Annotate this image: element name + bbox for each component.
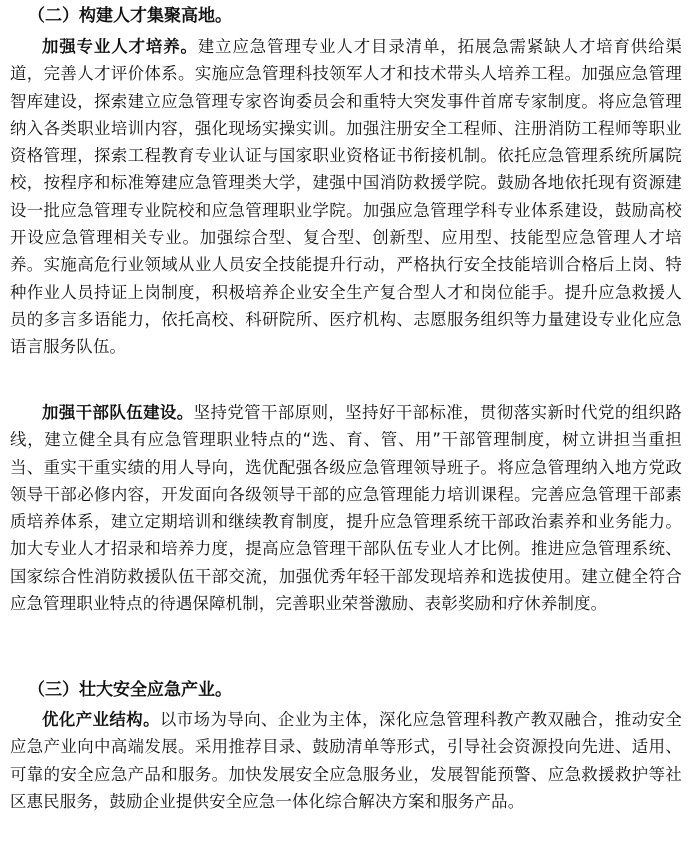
paragraph-lead-professional-talent: 加强专业人才培养。 (42, 37, 198, 56)
paragraph-lead-industry-structure: 优化产业结构。 (42, 710, 160, 729)
paragraph-professional-talent (10, 33, 682, 361)
paragraph-body-industry-structure: 以市场为导向、企业为主体，深化应急管理科教产教双融合，推动安全应急产业向中高端发展。采用推荐目录、鼓励清单等形式，引导社会资源投向先进、适用、可靠的安全应急产品和服务。加快发展安全应急服务业，发展智能预警、应急救援救护等社区惠民服务，鼓励企业提供安全应急一体化综合解决方案和服务产品。 (10, 710, 683, 811)
paragraph-lead-cadre-team: 加强干部队伍建设。 (42, 403, 194, 422)
paragraph-body-professional-talent: 建立应急管理专业人才目录清单，拓展急需紧缺人才培育供给渠道，完善人才评价体系。实施应急管理科技领军人才和技术带头人培养工程。加强应急管理智库建设，探索建立应急管理专家咨询委员会和重特大突发事件首席专家制度。将应急管理纳入各类职业培训内容，强化现场实操实训。加强注册安全工程师、注册消防工程师等职业资格管理，探索工程教育专业认证与国家职业资格证书衔接机制。依托应急管理系统所属院校，按程序和标准筹建应急管理类大学，建强中国消防救援学院。鼓励各地依托现有资源建设一批应急管理专业院校和应急管理职业学院。加强应急管理学科专业体系建设，鼓励高校开设应急管理相关专业。加强综合型、复合型、创新型、应用型、技能型应急管理人才培养。实施高危行业领域从业人员安全技能提升行动，严格执行安全技能培训合格后上岗、特种作业人员持证上岗制度，积极培养企业安全生产复合型人才和岗位能手。提升应急救援人员的多言多语能力，依托高校、科研院所、医疗机构、志愿服务组织等力量建设专业化应急语言服务队伍。 (10, 37, 682, 357)
paragraph-cadre-team (10, 399, 682, 617)
paragraph-industry-structure (10, 706, 682, 815)
section-heading-talent: （二）构建人才集聚高地。 (28, 6, 232, 26)
section-heading-industry: （三）壮大安全应急产业。 (28, 680, 232, 700)
paragraph-body-cadre-team: 坚持党管干部原则，坚持好干部标准，贯彻落实新时代党的组织路线，建立健全具有应急管理职业特点的“选、育、管、用”干部管理制度，树立讲担当重担当、重实干重实绩的用人导向，选优配强各级应急管理领导班子。将应急管理纳入地方党政领导干部必修内容，开发面向各级领导干部的应急管理能力培训课程。完善应急管理干部素质培养体系，建立定期培训和继续教育制度，提升应急管理系统干部政治素养和业务能力。加大专业人才招录和培养力度，提高应急管理干部队伍专业人才比例。推进应急管理系统、国家综合性消防救援队伍干部交流，加强优秀年轻干部发现培养和选拔使用。建立健全符合应急管理职业特点的待遇保障机制，完善职业荣誉激励、表彰奖励和疗休养制度。 (10, 403, 682, 614)
